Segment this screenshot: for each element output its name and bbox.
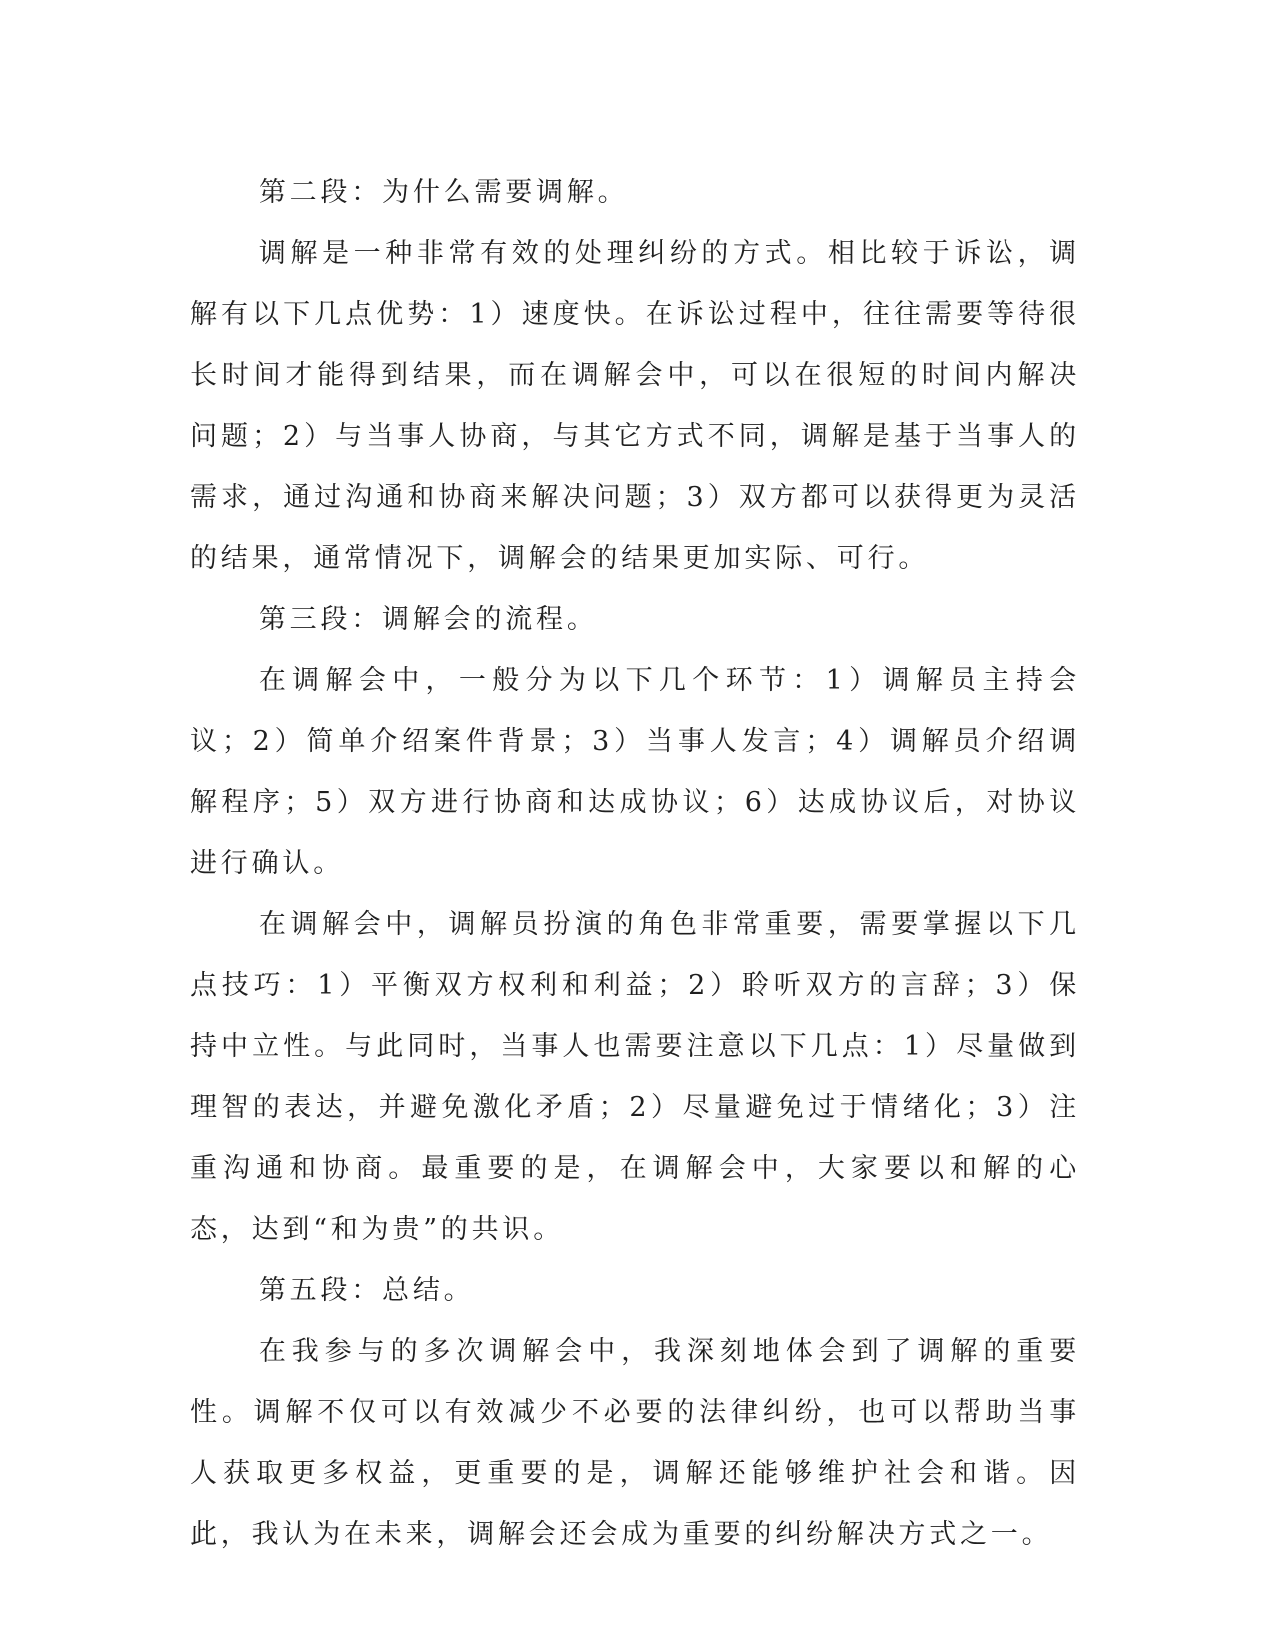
heading-section-five: 第五段：总结。: [258, 1275, 475, 1306]
paragraph-mediator-skills: 在调解会中，调解员扮演的角色非常重要，需要掌握以下几点技巧：1）平衡双方权利和利益；2）聆听双方的言辞；3）保持中立性。与此同时，当事人也需要注意以下几点：1）尽量做到理智的表达，并避免激化矛盾；2）尽量避免过于情绪化；3）注重沟通和协商。最重要的是，在调解会中，大家要以和解的心态，达到“和为贵”的共识。: [190, 909, 1080, 1245]
heading-section-two: 第二段：为什么需要调解。: [258, 177, 629, 208]
paragraph-summary: 在我参与的多次调解会中，我深刻地体会到了调解的重要性。调解不仅可以有效减少不必要的法律纠纷，也可以帮助当事人获取更多权益，更重要的是，调解还能够维护社会和谐。因此，我认为在未来，调解会还会成为重要的纠纷解决方式之一。: [190, 1336, 1080, 1550]
paragraph-mediation-process: 在调解会中，一般分为以下几个环节：1）调解员主持会议；2）简单介绍案件背景；3）当事人发言；4）调解员介绍调解程序；5）双方进行协商和达成协议；6）达成协议后，对协议进行确认。: [190, 665, 1080, 879]
paragraph-mediation-advantages: 调解是一种非常有效的处理纠纷的方式。相比较于诉讼，调解有以下几点优势：1）速度快。在诉讼过程中，往往需要等待很长时间才能得到结果，而在调解会中，可以在很短的时间内解决问题；2）与当事人协商，与其它方式不同，调解是基于当事人的需求，通过沟通和协商来解决问题；3）双方都可以获得更为灵活的结果，通常情况下，调解会的结果更加实际、可行。: [190, 238, 1080, 574]
document-body: [190, 162, 1080, 1565]
heading-section-three: 第三段：调解会的流程。: [258, 604, 598, 635]
